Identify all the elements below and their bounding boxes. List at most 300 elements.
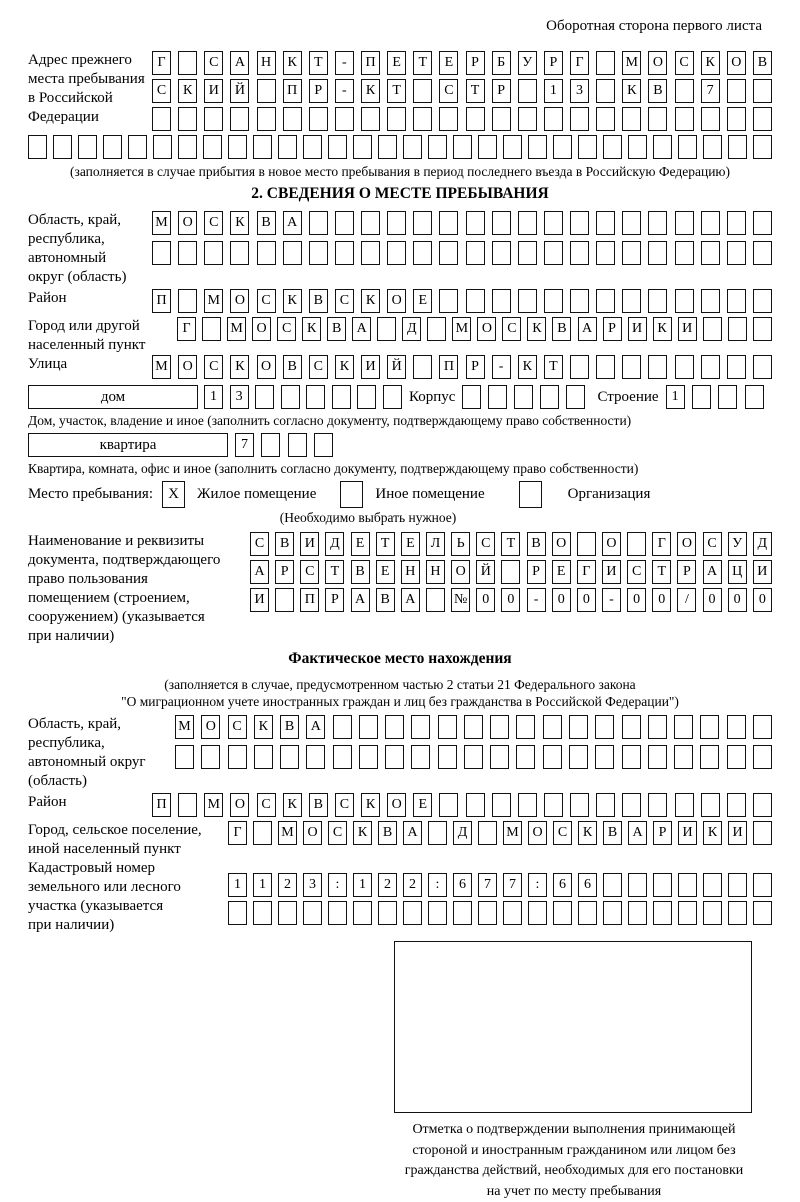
char-cell[interactable] [622, 793, 641, 817]
char-cell[interactable]: Д [453, 821, 472, 845]
char-cell[interactable] [128, 135, 147, 159]
char-cell[interactable]: : [328, 873, 347, 897]
char-cell[interactable] [570, 289, 589, 313]
char-cell[interactable] [701, 355, 720, 379]
char-cell[interactable]: Д [753, 532, 772, 556]
char-cell[interactable]: К [527, 317, 546, 341]
char-cell[interactable]: 0 [652, 588, 671, 612]
char-cell[interactable] [544, 211, 563, 235]
char-cell[interactable] [728, 135, 747, 159]
char-cell[interactable] [728, 873, 747, 897]
char-cell[interactable] [569, 745, 588, 769]
char-cell[interactable]: О [252, 317, 271, 341]
char-cell[interactable] [178, 107, 197, 131]
char-cell[interactable] [359, 715, 378, 739]
char-cell[interactable]: И [602, 560, 621, 584]
char-cell[interactable] [254, 745, 273, 769]
char-cell[interactable]: П [300, 588, 319, 612]
char-cell[interactable]: С [703, 532, 722, 556]
stay-type-checkbox-other[interactable] [340, 481, 363, 508]
char-cell[interactable] [528, 901, 547, 925]
char-cell[interactable] [490, 715, 509, 739]
char-cell[interactable]: Й [230, 79, 249, 103]
char-cell[interactable]: В [280, 715, 299, 739]
char-cell[interactable]: В [309, 289, 328, 313]
char-cell[interactable]: 0 [753, 588, 772, 612]
char-cell[interactable]: Е [439, 51, 458, 75]
char-cell[interactable] [603, 135, 622, 159]
char-cell[interactable]: Б [492, 51, 511, 75]
char-cell[interactable]: У [518, 51, 537, 75]
char-cell[interactable] [466, 211, 485, 235]
char-cell[interactable]: Е [376, 560, 395, 584]
char-cell[interactable] [596, 241, 615, 265]
char-cell[interactable] [283, 241, 302, 265]
char-cell[interactable]: Р [603, 317, 622, 341]
char-cell[interactable]: В [753, 51, 772, 75]
char-cell[interactable]: М [204, 793, 223, 817]
char-cell[interactable]: С [553, 821, 572, 845]
char-cell[interactable] [628, 135, 647, 159]
char-cell[interactable] [578, 901, 597, 925]
char-cell[interactable]: С [439, 79, 458, 103]
char-cell[interactable] [203, 135, 222, 159]
char-cell[interactable]: В [351, 560, 370, 584]
char-cell[interactable] [413, 211, 432, 235]
char-cell[interactable] [303, 135, 322, 159]
char-cell[interactable] [753, 901, 772, 925]
char-cell[interactable]: А [306, 715, 325, 739]
char-cell[interactable]: К [578, 821, 597, 845]
char-cell[interactable]: К [302, 317, 321, 341]
char-cell[interactable] [353, 901, 372, 925]
char-cell[interactable] [492, 793, 511, 817]
char-cell[interactable]: Е [351, 532, 370, 556]
char-cell[interactable] [53, 135, 72, 159]
char-cell[interactable] [701, 241, 720, 265]
char-cell[interactable] [622, 289, 641, 313]
char-cell[interactable] [387, 241, 406, 265]
char-cell[interactable] [466, 793, 485, 817]
char-cell[interactable] [303, 901, 322, 925]
char-cell[interactable] [278, 901, 297, 925]
char-cell[interactable]: Р [653, 821, 672, 845]
char-cell[interactable]: А [283, 211, 302, 235]
char-cell[interactable]: О [552, 532, 571, 556]
char-cell[interactable] [438, 715, 457, 739]
char-cell[interactable] [628, 873, 647, 897]
char-cell[interactable] [675, 793, 694, 817]
char-cell[interactable] [428, 135, 447, 159]
char-cell[interactable]: 6 [553, 873, 572, 897]
char-cell[interactable] [692, 385, 711, 409]
char-cell[interactable] [413, 79, 432, 103]
char-cell[interactable] [701, 793, 720, 817]
char-cell[interactable]: К [353, 821, 372, 845]
char-cell[interactable] [553, 901, 572, 925]
char-cell[interactable]: Т [387, 79, 406, 103]
char-cell[interactable]: 1 [253, 873, 272, 897]
char-cell[interactable] [178, 241, 197, 265]
char-cell[interactable] [353, 135, 372, 159]
char-cell[interactable]: О [230, 793, 249, 817]
char-cell[interactable] [503, 901, 522, 925]
char-cell[interactable]: К [361, 289, 380, 313]
char-cell[interactable] [228, 901, 247, 925]
char-cell[interactable] [675, 289, 694, 313]
char-cell[interactable]: С [476, 532, 495, 556]
char-cell[interactable]: К [254, 715, 273, 739]
char-cell[interactable]: Р [466, 355, 485, 379]
char-cell[interactable]: 0 [577, 588, 596, 612]
char-cell[interactable] [675, 241, 694, 265]
char-cell[interactable]: Т [325, 560, 344, 584]
char-cell[interactable] [255, 385, 274, 409]
char-cell[interactable] [653, 901, 672, 925]
char-cell[interactable]: Е [552, 560, 571, 584]
char-cell[interactable] [596, 107, 615, 131]
char-cell[interactable] [309, 107, 328, 131]
char-cell[interactable]: Т [376, 532, 395, 556]
char-cell[interactable]: - [335, 51, 354, 75]
char-cell[interactable] [281, 385, 300, 409]
char-cell[interactable] [675, 355, 694, 379]
char-cell[interactable]: 1 [204, 385, 223, 409]
char-cell[interactable]: В [257, 211, 276, 235]
char-cell[interactable] [439, 241, 458, 265]
char-cell[interactable] [361, 107, 380, 131]
char-cell[interactable]: Е [387, 51, 406, 75]
char-cell[interactable] [518, 107, 537, 131]
char-cell[interactable]: И [300, 532, 319, 556]
char-cell[interactable] [178, 793, 197, 817]
char-cell[interactable] [332, 385, 351, 409]
char-cell[interactable] [543, 745, 562, 769]
char-cell[interactable]: К [701, 51, 720, 75]
char-cell[interactable]: С [328, 821, 347, 845]
char-cell[interactable] [727, 241, 746, 265]
char-cell[interactable]: 1 [544, 79, 563, 103]
char-cell[interactable] [201, 745, 220, 769]
char-cell[interactable]: Т [413, 51, 432, 75]
char-cell[interactable]: 6 [453, 873, 472, 897]
char-cell[interactable] [385, 715, 404, 739]
char-cell[interactable]: В [378, 821, 397, 845]
char-cell[interactable]: Д [402, 317, 421, 341]
char-cell[interactable]: М [622, 51, 641, 75]
char-cell[interactable] [428, 901, 447, 925]
char-cell[interactable]: К [283, 51, 302, 75]
char-cell[interactable] [280, 745, 299, 769]
char-cell[interactable]: С [250, 532, 269, 556]
char-cell[interactable] [753, 289, 772, 313]
char-cell[interactable] [674, 745, 693, 769]
char-cell[interactable]: О [727, 51, 746, 75]
char-cell[interactable]: И [628, 317, 647, 341]
char-cell[interactable] [727, 355, 746, 379]
char-cell[interactable] [703, 873, 722, 897]
char-cell[interactable] [569, 715, 588, 739]
char-cell[interactable] [462, 385, 481, 409]
char-cell[interactable]: И [753, 560, 772, 584]
char-cell[interactable] [492, 289, 511, 313]
char-cell[interactable]: 6 [578, 873, 597, 897]
stay-type-checkbox-organization[interactable] [519, 481, 542, 508]
char-cell[interactable] [727, 211, 746, 235]
char-cell[interactable] [648, 211, 667, 235]
char-cell[interactable] [596, 793, 615, 817]
char-cell[interactable] [703, 317, 722, 341]
char-cell[interactable]: Р [325, 588, 344, 612]
char-cell[interactable] [466, 289, 485, 313]
char-cell[interactable] [439, 793, 458, 817]
char-cell[interactable] [275, 588, 294, 612]
char-cell[interactable]: 3 [230, 385, 249, 409]
char-cell[interactable]: В [275, 532, 294, 556]
char-cell[interactable] [727, 793, 746, 817]
char-cell[interactable] [153, 135, 172, 159]
char-cell[interactable]: А [401, 588, 420, 612]
char-cell[interactable]: С [257, 289, 276, 313]
char-cell[interactable] [753, 745, 772, 769]
char-cell[interactable] [653, 873, 672, 897]
char-cell[interactable]: Р [527, 560, 546, 584]
char-cell[interactable] [570, 241, 589, 265]
char-cell[interactable]: И [728, 821, 747, 845]
char-cell[interactable] [413, 355, 432, 379]
char-cell[interactable]: П [283, 79, 302, 103]
char-cell[interactable] [383, 385, 402, 409]
char-cell[interactable] [306, 385, 325, 409]
char-cell[interactable]: А [250, 560, 269, 584]
char-cell[interactable] [728, 901, 747, 925]
char-cell[interactable] [675, 79, 694, 103]
char-cell[interactable]: М [152, 355, 171, 379]
char-cell[interactable]: С [309, 355, 328, 379]
char-cell[interactable] [178, 135, 197, 159]
char-cell[interactable]: О [451, 560, 470, 584]
char-cell[interactable] [553, 135, 572, 159]
char-cell[interactable]: Й [387, 355, 406, 379]
char-cell[interactable] [175, 745, 194, 769]
char-cell[interactable] [257, 79, 276, 103]
char-cell[interactable]: В [648, 79, 667, 103]
char-cell[interactable] [728, 317, 747, 341]
char-cell[interactable]: С [300, 560, 319, 584]
char-cell[interactable] [753, 873, 772, 897]
char-cell[interactable] [464, 745, 483, 769]
char-cell[interactable]: П [439, 355, 458, 379]
char-cell[interactable] [439, 211, 458, 235]
char-cell[interactable]: О [230, 289, 249, 313]
char-cell[interactable] [603, 901, 622, 925]
char-cell[interactable] [261, 433, 280, 457]
char-cell[interactable]: К [518, 355, 537, 379]
char-cell[interactable] [678, 901, 697, 925]
char-cell[interactable]: 0 [476, 588, 495, 612]
char-cell[interactable] [570, 107, 589, 131]
char-cell[interactable] [622, 355, 641, 379]
char-cell[interactable] [387, 211, 406, 235]
char-cell[interactable]: 1 [666, 385, 685, 409]
char-cell[interactable] [257, 241, 276, 265]
char-cell[interactable] [333, 745, 352, 769]
char-cell[interactable] [595, 715, 614, 739]
char-cell[interactable] [727, 289, 746, 313]
char-cell[interactable]: И [250, 588, 269, 612]
char-cell[interactable]: О [178, 211, 197, 235]
char-cell[interactable] [701, 107, 720, 131]
char-cell[interactable]: С [204, 51, 223, 75]
char-cell[interactable]: 3 [570, 79, 589, 103]
char-cell[interactable] [700, 745, 719, 769]
char-cell[interactable] [403, 135, 422, 159]
char-cell[interactable] [701, 211, 720, 235]
char-cell[interactable] [152, 107, 171, 131]
char-cell[interactable]: К [361, 793, 380, 817]
char-cell[interactable] [544, 107, 563, 131]
char-cell[interactable] [503, 135, 522, 159]
char-cell[interactable] [411, 715, 430, 739]
char-cell[interactable]: : [528, 873, 547, 897]
char-cell[interactable] [700, 715, 719, 739]
char-cell[interactable]: В [309, 793, 328, 817]
char-cell[interactable]: Ь [451, 532, 470, 556]
char-cell[interactable]: Е [401, 532, 420, 556]
char-cell[interactable]: С [675, 51, 694, 75]
char-cell[interactable]: 0 [501, 588, 520, 612]
char-cell[interactable]: С [277, 317, 296, 341]
char-cell[interactable] [78, 135, 97, 159]
char-cell[interactable]: А [352, 317, 371, 341]
char-cell[interactable] [103, 135, 122, 159]
char-cell[interactable] [648, 241, 667, 265]
char-cell[interactable]: М [175, 715, 194, 739]
char-cell[interactable]: У [728, 532, 747, 556]
char-cell[interactable] [466, 241, 485, 265]
char-cell[interactable] [335, 241, 354, 265]
char-cell[interactable]: В [527, 532, 546, 556]
char-cell[interactable] [753, 211, 772, 235]
char-cell[interactable] [570, 355, 589, 379]
char-cell[interactable]: Г [652, 532, 671, 556]
char-cell[interactable]: К [335, 355, 354, 379]
char-cell[interactable] [718, 385, 737, 409]
char-cell[interactable] [628, 901, 647, 925]
char-cell[interactable] [544, 241, 563, 265]
char-cell[interactable]: 0 [728, 588, 747, 612]
char-cell[interactable] [361, 241, 380, 265]
char-cell[interactable]: 2 [403, 873, 422, 897]
char-cell[interactable] [745, 385, 764, 409]
char-cell[interactable]: 7 [701, 79, 720, 103]
char-cell[interactable] [648, 745, 667, 769]
char-cell[interactable]: Т [652, 560, 671, 584]
char-cell[interactable]: Т [501, 532, 520, 556]
char-cell[interactable] [411, 745, 430, 769]
char-cell[interactable]: П [152, 793, 171, 817]
char-cell[interactable]: С [335, 793, 354, 817]
char-cell[interactable] [516, 745, 535, 769]
char-cell[interactable] [253, 901, 272, 925]
char-cell[interactable] [648, 793, 667, 817]
stay-type-checkbox-residential[interactable]: X [162, 481, 185, 508]
char-cell[interactable]: О [602, 532, 621, 556]
char-cell[interactable] [678, 873, 697, 897]
char-cell[interactable] [152, 241, 171, 265]
char-cell[interactable]: / [677, 588, 696, 612]
char-cell[interactable]: Г [577, 560, 596, 584]
char-cell[interactable] [439, 107, 458, 131]
char-cell[interactable]: В [376, 588, 395, 612]
char-cell[interactable]: - [492, 355, 511, 379]
char-cell[interactable]: С [335, 289, 354, 313]
char-cell[interactable] [622, 241, 641, 265]
char-cell[interactable] [439, 289, 458, 313]
char-cell[interactable]: О [201, 715, 220, 739]
char-cell[interactable] [361, 211, 380, 235]
char-cell[interactable] [570, 211, 589, 235]
char-cell[interactable] [703, 135, 722, 159]
char-cell[interactable]: А [351, 588, 370, 612]
char-cell[interactable] [385, 745, 404, 769]
char-cell[interactable] [178, 51, 197, 75]
char-cell[interactable] [622, 745, 641, 769]
char-cell[interactable]: - [527, 588, 546, 612]
char-cell[interactable]: Т [309, 51, 328, 75]
char-cell[interactable]: И [204, 79, 223, 103]
char-cell[interactable] [357, 385, 376, 409]
char-cell[interactable]: А [628, 821, 647, 845]
char-cell[interactable] [377, 317, 396, 341]
char-cell[interactable] [309, 241, 328, 265]
char-cell[interactable] [570, 793, 589, 817]
char-cell[interactable]: К [361, 79, 380, 103]
char-cell[interactable]: К [283, 793, 302, 817]
char-cell[interactable] [453, 901, 472, 925]
char-cell[interactable] [753, 135, 772, 159]
char-cell[interactable]: К [283, 289, 302, 313]
char-cell[interactable]: 7 [478, 873, 497, 897]
char-cell[interactable] [544, 793, 563, 817]
char-cell[interactable] [596, 51, 615, 75]
char-cell[interactable]: Г [152, 51, 171, 75]
char-cell[interactable]: - [335, 79, 354, 103]
char-cell[interactable] [230, 107, 249, 131]
char-cell[interactable]: Г [228, 821, 247, 845]
char-cell[interactable] [577, 532, 596, 556]
char-cell[interactable]: О [477, 317, 496, 341]
char-cell[interactable]: 1 [228, 873, 247, 897]
char-cell[interactable]: А [230, 51, 249, 75]
char-cell[interactable]: М [503, 821, 522, 845]
char-cell[interactable] [622, 211, 641, 235]
char-cell[interactable]: Р [275, 560, 294, 584]
char-cell[interactable] [413, 241, 432, 265]
char-cell[interactable] [753, 79, 772, 103]
char-cell[interactable] [403, 901, 422, 925]
char-cell[interactable]: А [703, 560, 722, 584]
char-cell[interactable]: : [428, 873, 447, 897]
char-cell[interactable] [378, 901, 397, 925]
char-cell[interactable]: М [278, 821, 297, 845]
char-cell[interactable] [464, 715, 483, 739]
char-cell[interactable] [28, 135, 47, 159]
char-cell[interactable]: 7 [235, 433, 254, 457]
char-cell[interactable]: Р [544, 51, 563, 75]
char-cell[interactable] [253, 821, 272, 845]
char-cell[interactable]: О [257, 355, 276, 379]
